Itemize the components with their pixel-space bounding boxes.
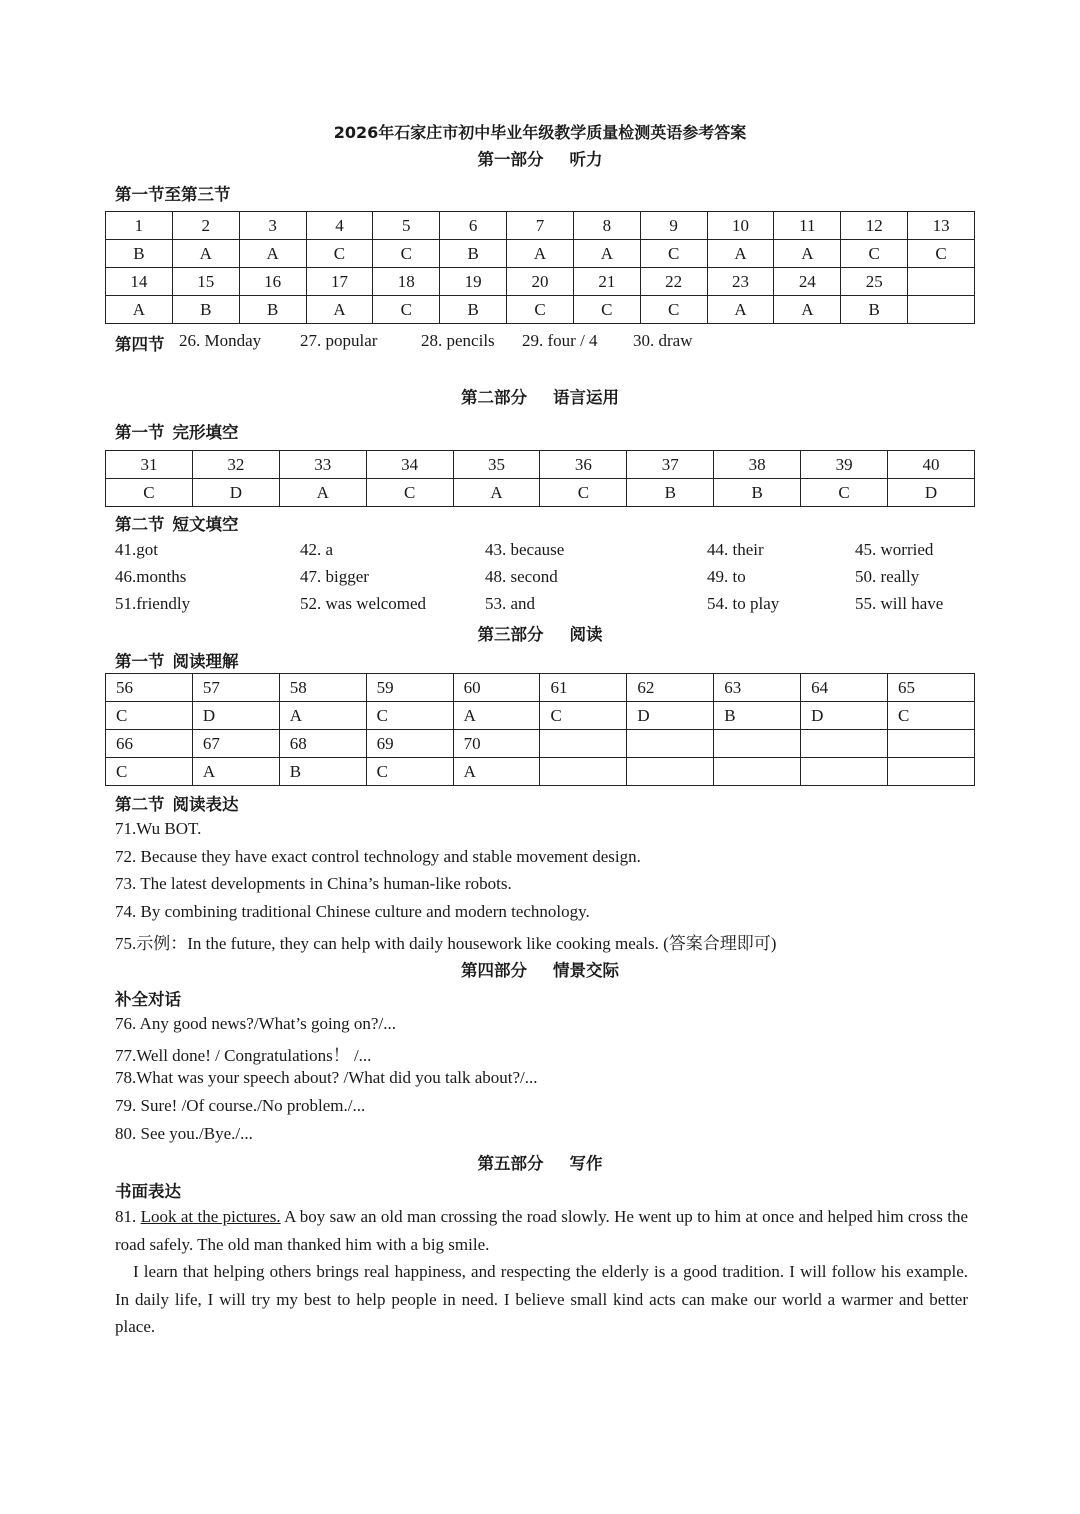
- reading-table-cell: 67: [192, 730, 279, 758]
- listening-table-cell: A: [707, 296, 774, 324]
- cloze-table-cell: 31: [106, 451, 193, 479]
- listening-table-cell: 23: [707, 268, 774, 296]
- cloze-table-cell: 37: [627, 451, 714, 479]
- cloze-table-cell: D: [192, 479, 279, 507]
- reading-table-cell: 70: [453, 730, 540, 758]
- listening-table-cell: 8: [573, 212, 640, 240]
- part4-heading: 第四部分 情景交际: [461, 961, 619, 980]
- reading-table-cell: C: [888, 702, 975, 730]
- reading-table-cell: [540, 730, 627, 758]
- listening-answer-30: 30. draw: [633, 331, 693, 350]
- listening-table-cell: C: [908, 240, 975, 268]
- listening-table-cell: A: [507, 240, 574, 268]
- reading-table-cell: 57: [192, 674, 279, 702]
- listening-table-cell: B: [239, 296, 306, 324]
- part2-heading: 第二部分 语言运用: [461, 388, 619, 407]
- cloze-answer-table: [105, 450, 975, 507]
- listening-table-cell: 13: [908, 212, 975, 240]
- reading-answer-75: 75.示例：In the future, they can help with daily housework like cooking meals. (答案合理即可): [115, 934, 777, 953]
- cloze-table-cell: 33: [279, 451, 366, 479]
- part5-heading: 第五部分 写作: [477, 1154, 603, 1173]
- listening-table-cell: 20: [507, 268, 574, 296]
- listening-answer-28: 28. pencils: [421, 331, 495, 350]
- fill-answer: 48. second: [485, 567, 558, 586]
- listening-table-cell: B: [172, 296, 239, 324]
- fill-answer: 43. because: [485, 540, 565, 559]
- fill-answer: 46.months: [115, 567, 187, 586]
- writing-sample-paragraph-2: I learn that helping others brings real happiness, and respecting the elderly is a good tradition. I will follow his example. In daily life, I will try my best to help people in need. I believe small kind acts can make our world a warmer and better place.: [115, 1262, 968, 1336]
- fill-answer: 52. was welcomed: [300, 594, 427, 613]
- cloze-table-cell: D: [888, 479, 975, 507]
- cloze-table-cell: B: [627, 479, 714, 507]
- reading-table-cell: [714, 758, 801, 786]
- reading-answer-72: 72. Because they have exact control technology and stable movement design.: [115, 847, 641, 866]
- listening-table-cell: B: [440, 240, 507, 268]
- part1-section1-3-label: 第一节至第三节: [115, 185, 231, 204]
- document-title: 2026年石家庄市初中毕业年级教学质量检测英语参考答案: [333, 123, 747, 142]
- listening-table-cell: C: [841, 240, 908, 268]
- cloze-table-cell: B: [714, 479, 801, 507]
- reading-table-cell: 58: [279, 674, 366, 702]
- listening-table-cell: 9: [640, 212, 707, 240]
- writing-opening-underlined: Look at the pictures.: [140, 1207, 281, 1226]
- listening-answer-29: 29. four / 4: [522, 331, 598, 350]
- listening-table-cell: C: [573, 296, 640, 324]
- listening-table-cell: A: [239, 240, 306, 268]
- listening-table-cell: A: [774, 296, 841, 324]
- listening-table-row: [106, 268, 975, 296]
- listening-table-cell: C: [640, 296, 707, 324]
- reading-table-cell: A: [453, 702, 540, 730]
- reading-table-cell: D: [192, 702, 279, 730]
- listening-table-cell: 22: [640, 268, 707, 296]
- reading-table-cell: 62: [627, 674, 714, 702]
- listening-table-cell: 4: [306, 212, 373, 240]
- listening-table-row: [106, 240, 975, 268]
- part1-section4-label: 第四节: [115, 335, 165, 354]
- listening-table-cell: B: [841, 296, 908, 324]
- part2-section1-label: 第一节 完形填空: [115, 423, 239, 442]
- reading-table-cell: 69: [366, 730, 453, 758]
- reading-table-cell: [540, 758, 627, 786]
- dialogue-answer-77: 77.Well done! / Congratulations！ /...: [115, 1046, 372, 1065]
- cloze-table-cell: 34: [366, 451, 453, 479]
- fill-answer: 42. a: [300, 540, 334, 559]
- listening-table-cell: C: [373, 240, 440, 268]
- part5-section-label: 书面表达: [115, 1182, 181, 1201]
- cloze-table-cell: 39: [801, 451, 888, 479]
- reading-table-cell: D: [801, 702, 888, 730]
- reading-table-cell: 66: [106, 730, 193, 758]
- listening-table-cell: A: [306, 296, 373, 324]
- reading-table-row: [106, 702, 975, 730]
- reading-answer-71: 71.Wu BOT.: [115, 819, 202, 838]
- cloze-table-cell: 32: [192, 451, 279, 479]
- listening-table-cell: 16: [239, 268, 306, 296]
- listening-table-cell: C: [640, 240, 707, 268]
- listening-table-cell: 2: [172, 212, 239, 240]
- listening-table-cell: 18: [373, 268, 440, 296]
- listening-table-cell: 14: [106, 268, 173, 296]
- dialogue-answer-79: 79. Sure! /Of course./No problem./...: [115, 1096, 366, 1115]
- cloze-table-cell: A: [279, 479, 366, 507]
- cloze-table-cell: C: [366, 479, 453, 507]
- reading-table-cell: C: [540, 702, 627, 730]
- listening-table-cell: 24: [774, 268, 841, 296]
- cloze-table-cell: A: [453, 479, 540, 507]
- part4-section-label: 补全对话: [115, 990, 181, 1009]
- fill-answer: 47. bigger: [300, 567, 369, 586]
- listening-table-cell: C: [373, 296, 440, 324]
- reading-table-cell: [714, 730, 801, 758]
- listening-table-cell: [908, 268, 975, 296]
- listening-table-cell: A: [774, 240, 841, 268]
- reading-table-cell: [801, 758, 888, 786]
- listening-table-cell: A: [573, 240, 640, 268]
- listening-table-cell: 11: [774, 212, 841, 240]
- reading-table-cell: [888, 730, 975, 758]
- reading-table-cell: 61: [540, 674, 627, 702]
- listening-table-cell: [908, 296, 975, 324]
- reading-table-cell: [801, 730, 888, 758]
- cloze-table-cell: C: [801, 479, 888, 507]
- reading-table-row: [106, 674, 975, 702]
- dialogue-answer-76: 76. Any good news?/What’s going on?/...: [115, 1014, 396, 1033]
- reading-table-cell: D: [627, 702, 714, 730]
- reading-table-cell: C: [106, 702, 193, 730]
- fill-answer: 44. their: [707, 540, 764, 559]
- cloze-table-cell: 40: [888, 451, 975, 479]
- listening-table-cell: B: [440, 296, 507, 324]
- listening-table-cell: 12: [841, 212, 908, 240]
- cloze-table-row: [106, 451, 975, 479]
- fill-answer: 50. really: [855, 567, 920, 586]
- writing-sample-paragraph-1: 81. Look at the pictures. A boy saw an old man crossing the road slowly. He went up to him at once and helped him cross the road safely. The old man thanked him with a big smile.: [115, 1207, 968, 1254]
- listening-table-cell: A: [106, 296, 173, 324]
- reading-table-row: [106, 730, 975, 758]
- listening-table-cell: 19: [440, 268, 507, 296]
- reading-answer-74: 74. By combining traditional Chinese culture and modern technology.: [115, 902, 590, 921]
- cloze-table-cell: C: [540, 479, 627, 507]
- cloze-table-cell: 36: [540, 451, 627, 479]
- dialogue-answer-78: 78.What was your speech about? /What did you talk about?/...: [115, 1068, 538, 1087]
- part3-heading: 第三部分 阅读: [477, 625, 603, 644]
- reading-table-cell: 63: [714, 674, 801, 702]
- reading-table-cell: [627, 730, 714, 758]
- reading-table-cell: C: [366, 702, 453, 730]
- fill-answer: 55. will have: [855, 594, 944, 613]
- listening-table-cell: B: [106, 240, 173, 268]
- reading-table-cell: 68: [279, 730, 366, 758]
- fill-answer: 49. to: [707, 567, 746, 586]
- listening-table-cell: A: [172, 240, 239, 268]
- listening-table-row: [106, 212, 975, 240]
- listening-table-cell: 6: [440, 212, 507, 240]
- listening-table-cell: 5: [373, 212, 440, 240]
- reading-table-cell: A: [453, 758, 540, 786]
- reading-table-cell: 59: [366, 674, 453, 702]
- fill-answer: 41.got: [115, 540, 158, 559]
- listening-table-cell: A: [707, 240, 774, 268]
- listening-table-cell: 15: [172, 268, 239, 296]
- listening-table-cell: 21: [573, 268, 640, 296]
- cloze-table-cell: C: [106, 479, 193, 507]
- listening-table-cell: 3: [239, 212, 306, 240]
- reading-table-cell: 65: [888, 674, 975, 702]
- listening-table-cell: 1: [106, 212, 173, 240]
- cloze-table-cell: 35: [453, 451, 540, 479]
- reading-table-cell: 60: [453, 674, 540, 702]
- listening-table-cell: C: [507, 296, 574, 324]
- fill-answer: 51.friendly: [115, 594, 191, 613]
- part2-section2-label: 第二节 短文填空: [115, 515, 239, 534]
- reading-table-cell: [888, 758, 975, 786]
- fill-answer: 45. worried: [855, 540, 934, 559]
- reading-answer-73: 73. The latest developments in China’s human-like robots.: [115, 874, 512, 893]
- reading-answer-table: [105, 673, 975, 786]
- listening-table-cell: 17: [306, 268, 373, 296]
- fill-answer: 53. and: [485, 594, 536, 613]
- reading-table-cell: 56: [106, 674, 193, 702]
- reading-table-cell: C: [366, 758, 453, 786]
- cloze-table-row: [106, 479, 975, 507]
- reading-table-cell: [627, 758, 714, 786]
- listening-answer-26: 26. Monday: [179, 331, 262, 350]
- listening-answer-table: [105, 211, 975, 324]
- reading-table-cell: A: [279, 702, 366, 730]
- part3-section1-label: 第一节 阅读理解: [115, 652, 239, 671]
- listening-table-cell: 10: [707, 212, 774, 240]
- listening-table-cell: C: [306, 240, 373, 268]
- listening-table-row: [106, 296, 975, 324]
- listening-table-cell: 7: [507, 212, 574, 240]
- reading-table-cell: B: [714, 702, 801, 730]
- reading-table-cell: B: [279, 758, 366, 786]
- part1-heading: 第一部分 听力: [477, 150, 603, 169]
- reading-table-cell: A: [192, 758, 279, 786]
- reading-table-cell: C: [106, 758, 193, 786]
- reading-table-cell: 64: [801, 674, 888, 702]
- reading-table-row: [106, 758, 975, 786]
- listening-answer-27: 27. popular: [300, 331, 378, 350]
- listening-table-cell: 25: [841, 268, 908, 296]
- fill-answer: 54. to play: [707, 594, 780, 613]
- dialogue-answer-80: 80. See you./Bye./...: [115, 1124, 253, 1143]
- part3-section2-label: 第二节 阅读表达: [115, 795, 239, 814]
- cloze-table-cell: 38: [714, 451, 801, 479]
